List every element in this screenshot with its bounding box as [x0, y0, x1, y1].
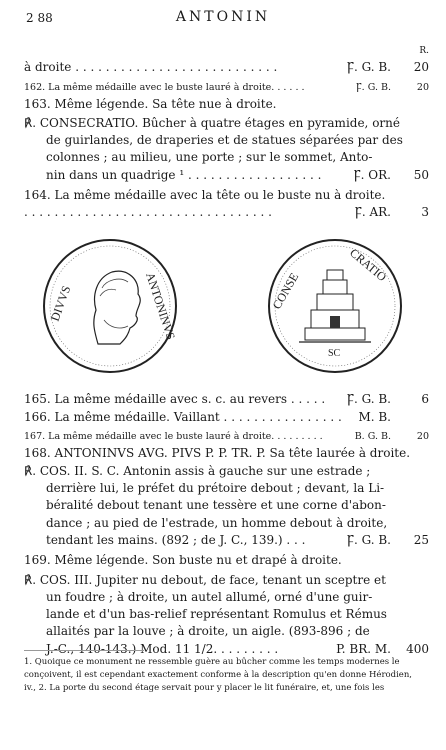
entry-text: . . . . . . . . . . . . . . . . . . . . . . . . . . . . . . . . .	[24, 205, 272, 219]
obverse-legend-right: ANTONINVS	[143, 270, 179, 342]
entry-line	[24, 515, 429, 532]
entry-line	[24, 497, 429, 514]
entry-value: 50	[413, 168, 429, 182]
entry-value: 20	[413, 60, 429, 74]
page-number: 2 88	[26, 11, 53, 25]
entry-line	[24, 132, 429, 149]
column-marker: R.	[419, 46, 429, 56]
entry-text: 167. La même médaille avec le buste lauré à droite. . . . . . . . .	[24, 431, 323, 442]
entry-text: nin dans un quadrige ¹ . . . . . . . . . . . . . . . . . .	[46, 168, 322, 182]
entry-text: 164. La même médaille avec la tête ou le buste nu à droite.	[24, 188, 386, 202]
reverse-legend-right: CRATIO	[347, 245, 390, 285]
reverse-exergue: SC	[328, 348, 341, 359]
entry-text: J.-C., 140-143.) Mod. 11 1/2. . . . . . . . .	[46, 642, 279, 656]
reverse-legend-left: CONSE	[269, 270, 302, 312]
entry-text: ℟. COS. II. S. C. Antonin assis à gauche sur une estrade ;	[24, 464, 371, 478]
entry-metal: B. G. B.	[354, 431, 391, 442]
page-title: ANTONIN	[175, 9, 271, 25]
entry-text: à droite . . . . . . . . . . . . . . . . . . . . . . . . . . .	[24, 60, 278, 74]
entry-text: lande et d'un bas-relief représentant Romulus et Rémus	[46, 607, 387, 621]
entry-line	[24, 409, 429, 426]
entry-line	[24, 391, 429, 408]
entry-text: béralité debout tenant une tessère et une corne d'abon-	[46, 498, 386, 512]
entry-line	[24, 463, 429, 480]
entry-line	[24, 204, 429, 221]
entry-metal: Ꝼ. G. B.	[346, 533, 391, 547]
running-header	[0, 8, 446, 28]
entry-text: 162. La même médaille avec le buste lauré à droite. . . . . .	[24, 82, 305, 93]
entry-metal: Ꝼ. AR.	[354, 205, 391, 219]
entry-text: 168. ANTONINVS AVG. PIVS P. P. TR. P. Sa tête laurée à droite.	[24, 446, 411, 460]
entry-metal: M. B.	[358, 410, 391, 424]
entry-line	[24, 606, 429, 623]
entry-text: dance ; au pied de l'estrade, un homme debout à droite,	[46, 516, 388, 530]
entry-text: ℟. COS. III. Jupiter nu debout, de face, tenant un sceptre et	[24, 573, 386, 587]
entry-line	[24, 149, 429, 166]
entry-line	[24, 445, 429, 462]
entry-value: 20	[416, 82, 429, 93]
entry-value: 3	[421, 205, 429, 219]
entry-value: 6	[421, 392, 429, 406]
entry-line	[24, 428, 429, 445]
entry-text: tendant les mains. (892 ; de J. C., 139.) . . .	[46, 533, 306, 547]
footnote-line: conçoivent, il est cependant exactement conforme à la description qu'en donne Hérodien,	[24, 670, 413, 680]
entry-line	[24, 480, 429, 497]
entry-text: allaités par la louve ; à droite, un aigle. (893-896 ; de	[46, 624, 370, 638]
entry-line	[24, 532, 429, 549]
entry-metal: Ꝼ. G. B.	[346, 392, 391, 406]
reverse-coin-image	[265, 236, 405, 376]
footnote-rule	[24, 650, 144, 651]
entry-line	[24, 59, 429, 76]
obverse-coin-image	[40, 236, 180, 376]
entry-text: 169. Même légende. Son buste nu et drapé à droite.	[24, 553, 342, 567]
entry-line	[24, 115, 429, 132]
entry-line	[24, 589, 429, 606]
entry-line	[24, 623, 429, 640]
entry-line	[24, 167, 429, 184]
entry-metal: Ꝼ. G. B.	[355, 82, 391, 93]
entry-line	[24, 552, 429, 569]
coin-illustration	[40, 236, 410, 386]
obverse-legend-left: DIVVS	[47, 283, 74, 324]
entry-line	[24, 187, 429, 204]
entry-value: 25	[413, 533, 429, 547]
entry-line	[24, 96, 429, 113]
entry-text: colonnes ; au milieu, une porte ; sur le sommet, Anto-	[46, 150, 373, 164]
entry-line	[24, 79, 429, 96]
entry-text: de guirlandes, de draperies et de statues séparées par des	[46, 133, 403, 147]
entry-metal: Ꝼ. G. B.	[346, 60, 391, 74]
footnote-line: 1. Quoique ce monument ne ressemble guère au bûcher comme les temps modernes le	[24, 657, 400, 667]
entry-text: 163. Même légende. Sa tête nue à droite.	[24, 97, 277, 111]
entry-text: ℟. CONSECRATIO. Bûcher à quatre étages en pyramide, orné	[24, 116, 400, 130]
footnote-line: iv., 2. La porte du second étage servait pour y placer le lit funéraire, et, une fois les	[24, 683, 385, 693]
entry-value: 400	[406, 642, 429, 656]
entry-text: un foudre ; à droite, un autel allumé, orné d'une guir-	[46, 590, 373, 604]
entry-text: 165. La même médaille avec s. c. au revers . . . . .	[24, 392, 326, 406]
entry-value: 20	[416, 431, 429, 442]
entry-text: derrière lui, le préfet du prétoire debout ; devant, la Li-	[46, 481, 385, 495]
entry-text: 166. La même médaille. Vaillant . . . . . . . . . . . . . . . .	[24, 410, 342, 424]
entry-metal: Ꝼ. OR.	[353, 168, 391, 182]
entry-line	[24, 572, 429, 589]
entry-metal: P. BR. M.	[336, 642, 391, 656]
